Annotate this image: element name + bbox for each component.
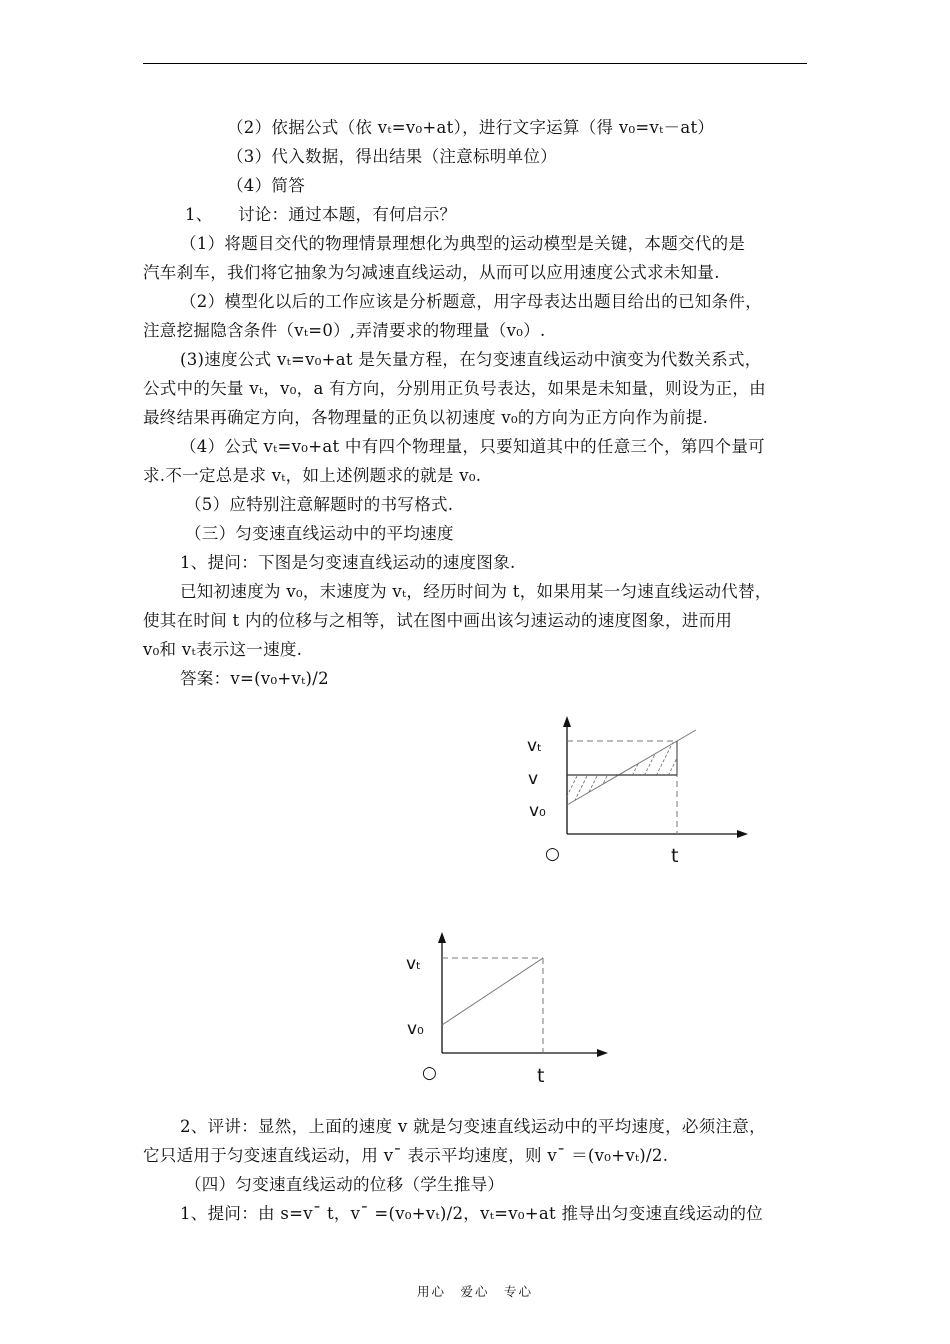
text-line: 1、提问：由 s=v¯ t，v¯ =(v₀+vₜ)/2，vₜ=v₀+at 推导出匀变速直线运动的位 bbox=[180, 1204, 764, 1223]
text-line: （四）匀变速直线运动的位移（学生推导） bbox=[185, 1175, 505, 1194]
vt-label: vₜ bbox=[527, 736, 543, 756]
v-label: v bbox=[528, 769, 539, 789]
text-line: （4）简答 bbox=[227, 176, 305, 195]
text-line: （三）匀变速直线运动中的平均速度 bbox=[185, 524, 454, 543]
text-line: 注意挖掘隐含条件（vₜ=0）,弄清要求的物理量（v₀）. bbox=[143, 321, 546, 340]
text-line: 1、 讨论：通过本题，有何启示？ bbox=[185, 205, 457, 224]
text-line: （1）将题目交代的物理情景理想化为典型的运动模型是关键，本题交代的是 bbox=[180, 234, 746, 253]
velocity-time-figure-1 bbox=[520, 710, 760, 880]
text-line: 公式中的矢量 vₜ，v₀，a 有方向，分别用正负号表达，如果是未知量，则设为正，由 bbox=[143, 379, 766, 398]
text-line: 汽车刹车，我们将它抽象为匀减速直线运动，从而可以应用速度公式求未知量. bbox=[143, 263, 720, 282]
text-line: 2、评讲：显然，上面的速度 v 就是匀变速直线运动中的平均速度，必须注意， bbox=[180, 1117, 766, 1136]
text-line: （2）模型化以后的工作应该是分析题意，用字母表达出题目给出的已知条件， bbox=[180, 292, 762, 311]
text-line: （4）公式 vₜ=v₀+at 中有四个物理量，只要知道其中的任意三个，第四个量可 bbox=[180, 437, 765, 456]
text-line: 它只适用于匀变速直线运动，用 v¯ 表示平均速度，则 v¯ ＝(v₀+vₜ)/2. bbox=[143, 1146, 669, 1165]
v0-label: v₀ bbox=[529, 801, 546, 821]
text-line: 使其在时间 t 内的位移与之相等，试在图中画出该匀速运动的速度图象，进而用 bbox=[143, 611, 733, 630]
text-line: 最终结果再确定方向，各物理量的正负以初速度 v₀的方向为正方向作为前提. bbox=[143, 408, 709, 427]
y-axis-arrow bbox=[563, 716, 571, 727]
text-line: (3)速度公式 vₜ=v₀+at 是矢量方程，在匀变速直线运动中演变为代数关系式， bbox=[180, 350, 762, 369]
text-line: （2）依据公式（依 vₜ=v₀+at），进行文字运算（得 v₀=vₜ－at） bbox=[227, 118, 715, 137]
origin-label: ○ bbox=[545, 844, 560, 864]
origin-label: ○ bbox=[422, 1063, 437, 1083]
x-axis-arrow bbox=[737, 830, 748, 838]
hatch-upper bbox=[630, 740, 686, 780]
t-label: t bbox=[671, 845, 679, 867]
x-axis-arrow bbox=[597, 1049, 608, 1057]
text-line: （5）应特别注意解题时的书写格式. bbox=[185, 495, 454, 514]
v0-label: v₀ bbox=[407, 1019, 424, 1039]
text-line: v₀和 vₜ表示这一速度. bbox=[143, 640, 303, 659]
text-line: 求.不一定总是求 vₜ，如上述例题求的就是 v₀. bbox=[143, 466, 482, 485]
text-line: 1、提问：下图是匀变速直线运动的速度图象. bbox=[180, 553, 516, 572]
text-line: （3）代入数据，得出结果（注意标明单位） bbox=[227, 147, 557, 166]
velocity-line bbox=[442, 958, 543, 1025]
text-line: 答案：v=(v₀+vₜ)/2 bbox=[180, 669, 329, 688]
y-axis-arrow bbox=[438, 932, 446, 943]
page-footer: 用心 爱心 专心 bbox=[416, 1284, 533, 1299]
vt-label: vₜ bbox=[406, 954, 422, 974]
header-rule bbox=[143, 63, 807, 64]
text-line: 已知初速度为 v₀，末速度为 vₜ，经历时间为 t，如果用某一匀速直线运动代替， bbox=[180, 582, 772, 601]
t-label: t bbox=[537, 1065, 545, 1087]
velocity-time-figure-2 bbox=[400, 925, 620, 1090]
